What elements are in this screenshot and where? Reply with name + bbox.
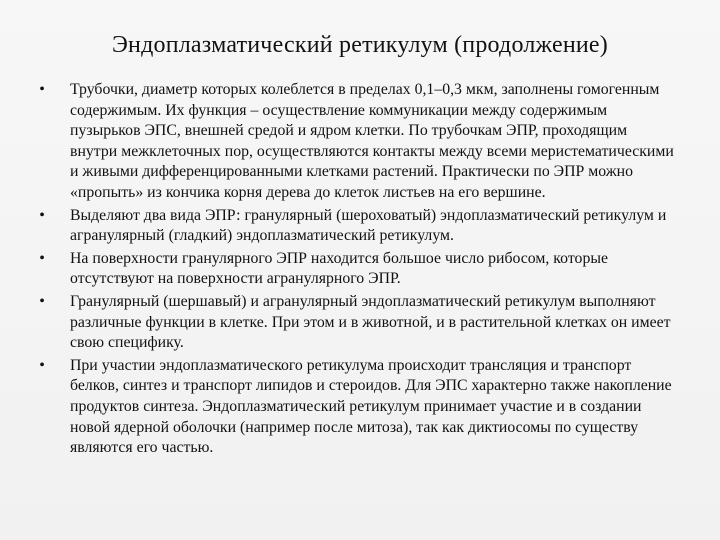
bullet-text-3: На поверхности гранулярного ЭПР находится большое число рибосом, которые отсутствуют на поверхности агранулярного ЭПР. — [70, 249, 608, 288]
bullet-item-5 — [36, 356, 676, 459]
bullet-dot-icon: • — [39, 356, 45, 374]
bullet-text-4: Гранулярный (шершавый) и агранулярный эндоплазматический ретикулум выполняют различные функции в клетке. При этом и в животной, и в растительной клетках он имеет свою специфику. — [70, 292, 671, 352]
bullet-item-1 — [36, 80, 676, 204]
bullet-list — [36, 80, 676, 461]
bullet-text-5: При участии эндоплазматического ретикулума происходит трансляция и транспорт белков, синтез и транспорт липидов и стероидов. Для ЭПС характерно также накопление продуктов синтеза. Эндоплазматический ретикулум принимает участие и в создании новой ядерной оболочки (например после митоза), так как диктиосомы по существу являются его частью. — [70, 356, 672, 457]
bullet-text-1: Трубочки, диаметр которых колеблется в пределах 0,1–0,3 мкм, заполнены гомогенным содержимым. Их функция – осуществление коммуникации между содержимым пузырьков ЭПС, внешней средой и ядром клетки. По трубочкам ЭПР, проходящим внутри межклеточных пор, осуществляются контакты между всеми меристематическими и живыми дифференцированными клетками растений. Практически по ЭПР можно «пропыть» из кончика корня дерева до клеток листьев на его вершине. — [70, 81, 674, 201]
bullet-item-4 — [36, 292, 676, 354]
bullet-dot-icon: • — [39, 292, 45, 310]
bullet-item-3 — [36, 249, 676, 290]
bullet-item-2 — [36, 206, 676, 247]
slide-title: Эндоплазматический ретикулум (продолжение) — [112, 32, 608, 58]
bullet-text-2: Выделяют два вида ЭПР: гранулярный (шероховатый) эндоплазматический ретикулум и агранулярный (гладкий) эндоплазматический ретикулум. — [70, 206, 667, 245]
bullet-dot-icon: • — [39, 206, 45, 224]
bullet-dot-icon: • — [39, 81, 45, 98]
bullet-dot-icon: • — [39, 249, 45, 267]
